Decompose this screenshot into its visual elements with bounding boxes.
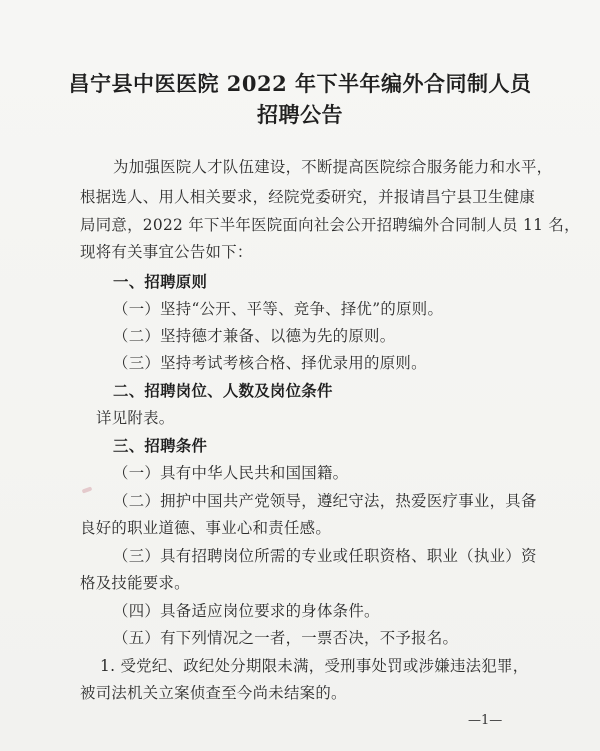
page-number: —1— xyxy=(468,713,503,728)
intro-line-3: 局同意，2022 年下半年医院面向社会公开招聘编外合同制人员 11 名， xyxy=(80,216,580,234)
section-3-sub-1-line-1: 1. 受党纪、政纪处分期限未满，受刑事处罚或涉嫌违法犯罪， xyxy=(100,657,529,675)
intro-line-1: 为加强医院人才队伍建设，不断提高医院综合服务能力和水平， xyxy=(113,158,553,176)
intro-line-2: 根据选人、用人相关要求，经院党委研究，并报请昌宁县卫生健康 xyxy=(80,188,536,206)
section-1-heading: 一、招聘原则 xyxy=(113,273,208,291)
document-title-line-1: 昌宁县中医医院 2022 年下半年编外合同制人员 xyxy=(68,71,532,96)
section-2-text: 详见附表。 xyxy=(96,409,175,427)
section-3-item-3-line-1: （三）具有招聘岗位所需的专业或任职资格、职业（执业）资 xyxy=(113,547,537,565)
section-3-item-2-line-1: （二）拥护中国共产党领导，遵纪守法，热爱医疗事业，具备 xyxy=(113,492,537,510)
section-2-heading: 二、招聘岗位、人数及岗位条件 xyxy=(113,382,333,400)
section-3-item-2-line-2: 良好的职业道德、事业心和责任感。 xyxy=(80,519,332,537)
section-1-item-2: （二）坚持德才兼备、以德为先的原则。 xyxy=(113,327,396,345)
section-1-item-1: （一）坚持“公开、平等、竞争、择优”的原则。 xyxy=(113,300,444,318)
paper-stain xyxy=(82,486,93,493)
section-3-heading: 三、招聘条件 xyxy=(113,437,208,455)
section-3-item-5: （五）有下列情况之一者，一票否决，不予报名。 xyxy=(113,629,459,647)
section-3-sub-1-line-2: 被司法机关立案侦查至今尚未结案的。 xyxy=(80,684,347,702)
section-3-item-3-line-2: 格及技能要求。 xyxy=(80,574,190,592)
section-1-item-3: （三）坚持考试考核合格、择优录用的原则。 xyxy=(113,354,427,372)
document-title-line-2: 招聘公告 xyxy=(257,102,343,127)
intro-line-4: 现将有关事宜公告如下： xyxy=(80,243,253,261)
section-3-item-4: （四）具备适应岗位要求的身体条件。 xyxy=(113,602,380,620)
section-3-item-1: （一）具有中华人民共和国国籍。 xyxy=(113,464,349,482)
